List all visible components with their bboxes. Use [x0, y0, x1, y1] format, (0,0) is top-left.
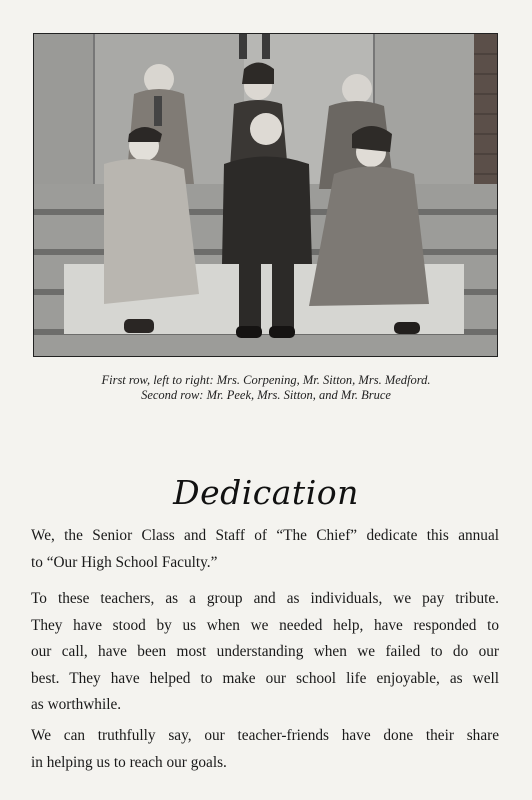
paragraph-line: We can truthfully say, our teacher-friends have done their share	[31, 727, 499, 744]
photo-caption-first-row: First row, left to right: Mrs. Corpening, Mr. Sitton, Mrs. Medford.	[101, 373, 431, 387]
paragraph-line: best. They have helped to make our school life enjoyable, as well	[31, 669, 499, 687]
paragraph-line: in helping us to reach our goals.	[31, 753, 227, 771]
paragraph-line: our call, have been most understanding when we failed to do our	[31, 643, 499, 660]
page-title: Dedication	[173, 473, 359, 512]
paragraph-line: as worthwhile.	[31, 696, 122, 713]
paragraph-line: They have stood by us when we needed help, have responded to	[31, 616, 499, 634]
faculty-photo	[33, 33, 498, 357]
photo-caption-second-row: Second row: Mr. Peek, Mrs. Sitton, and Mr. Bruce	[141, 388, 391, 402]
paragraph-line: To these teachers, as a group and as individuals, we pay tribute.	[31, 590, 499, 607]
dedication-paragraph-1	[31, 523, 499, 576]
faculty-photo-image	[34, 34, 497, 356]
dedication-paragraph-2	[31, 586, 499, 719]
paragraph-line: We, the Senior Class and Staff of “The Chief” dedicate this annual	[31, 527, 499, 544]
paragraph-line: to “Our High School Faculty.”	[31, 553, 218, 571]
dedication-paragraph-3	[31, 723, 499, 776]
